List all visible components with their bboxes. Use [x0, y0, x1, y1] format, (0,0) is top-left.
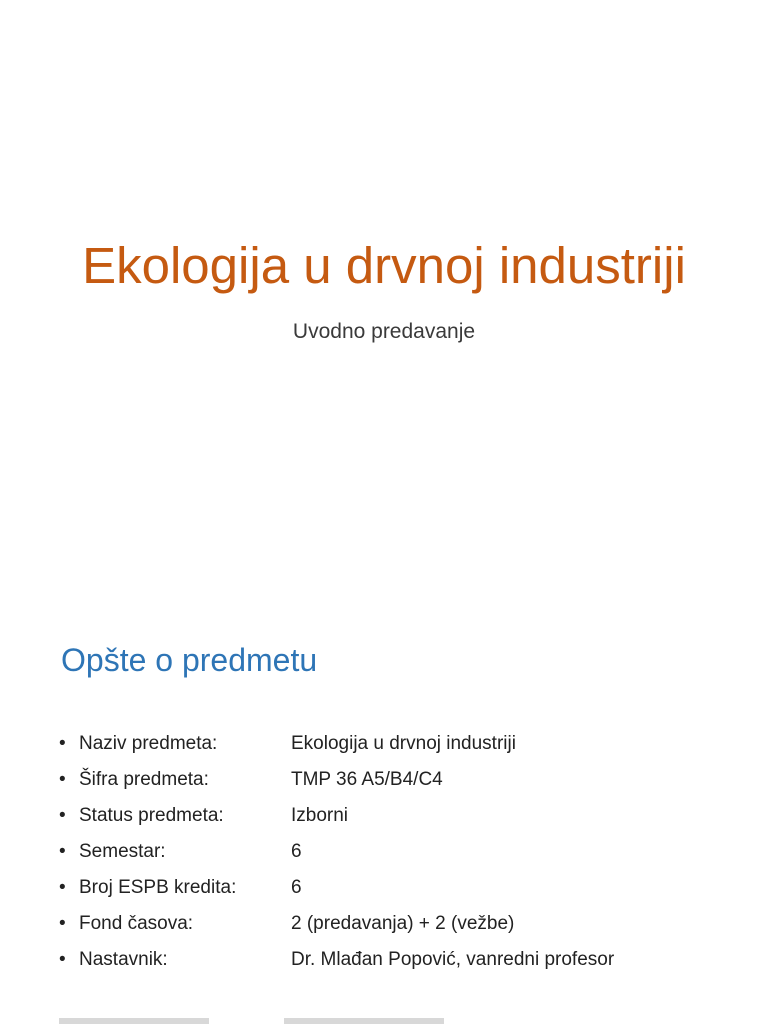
slide-title: Ekologija u drvnoj industriji — [82, 237, 686, 294]
bullet-icon: • — [59, 877, 66, 898]
bullet-icon: • — [59, 805, 66, 826]
bullet-icon: • — [59, 733, 66, 754]
info-label: Fond časova: — [79, 913, 194, 934]
bullet-icon: • — [59, 949, 66, 970]
info-label: Status predmeta: — [79, 805, 224, 826]
bullet-icon: • — [59, 769, 66, 790]
bullet-icon: • — [59, 913, 66, 934]
info-value: TMP 36 A5/B4/C4 — [291, 769, 443, 790]
info-label: Nastavnik: — [79, 949, 168, 970]
info-value: Izborni — [291, 805, 349, 826]
section-heading: Opšte o predmetu — [61, 642, 318, 678]
bullet-icon: • — [59, 841, 66, 862]
info-label: Šifra predmeta: — [79, 769, 209, 790]
cutoff-text-fragment — [284, 1018, 444, 1024]
info-label: Naziv predmeta: — [79, 733, 218, 754]
info-value: Dr. Mlađan Popović, vanredni profesor — [291, 949, 615, 970]
info-value: 2 (predavanja) + 2 (vežbe) — [291, 913, 515, 934]
info-label: Broj ESPB kredita: — [79, 877, 237, 898]
info-value: 6 — [291, 841, 302, 862]
cutoff-next-row — [59, 1012, 444, 1024]
info-label: Semestar: — [79, 841, 166, 862]
info-value: Ekologija u drvnoj industriji — [291, 733, 516, 754]
info-value: 6 — [291, 877, 302, 898]
slide-subtitle: Uvodno predavanje — [292, 320, 476, 343]
cutoff-text-fragment — [59, 1018, 209, 1024]
